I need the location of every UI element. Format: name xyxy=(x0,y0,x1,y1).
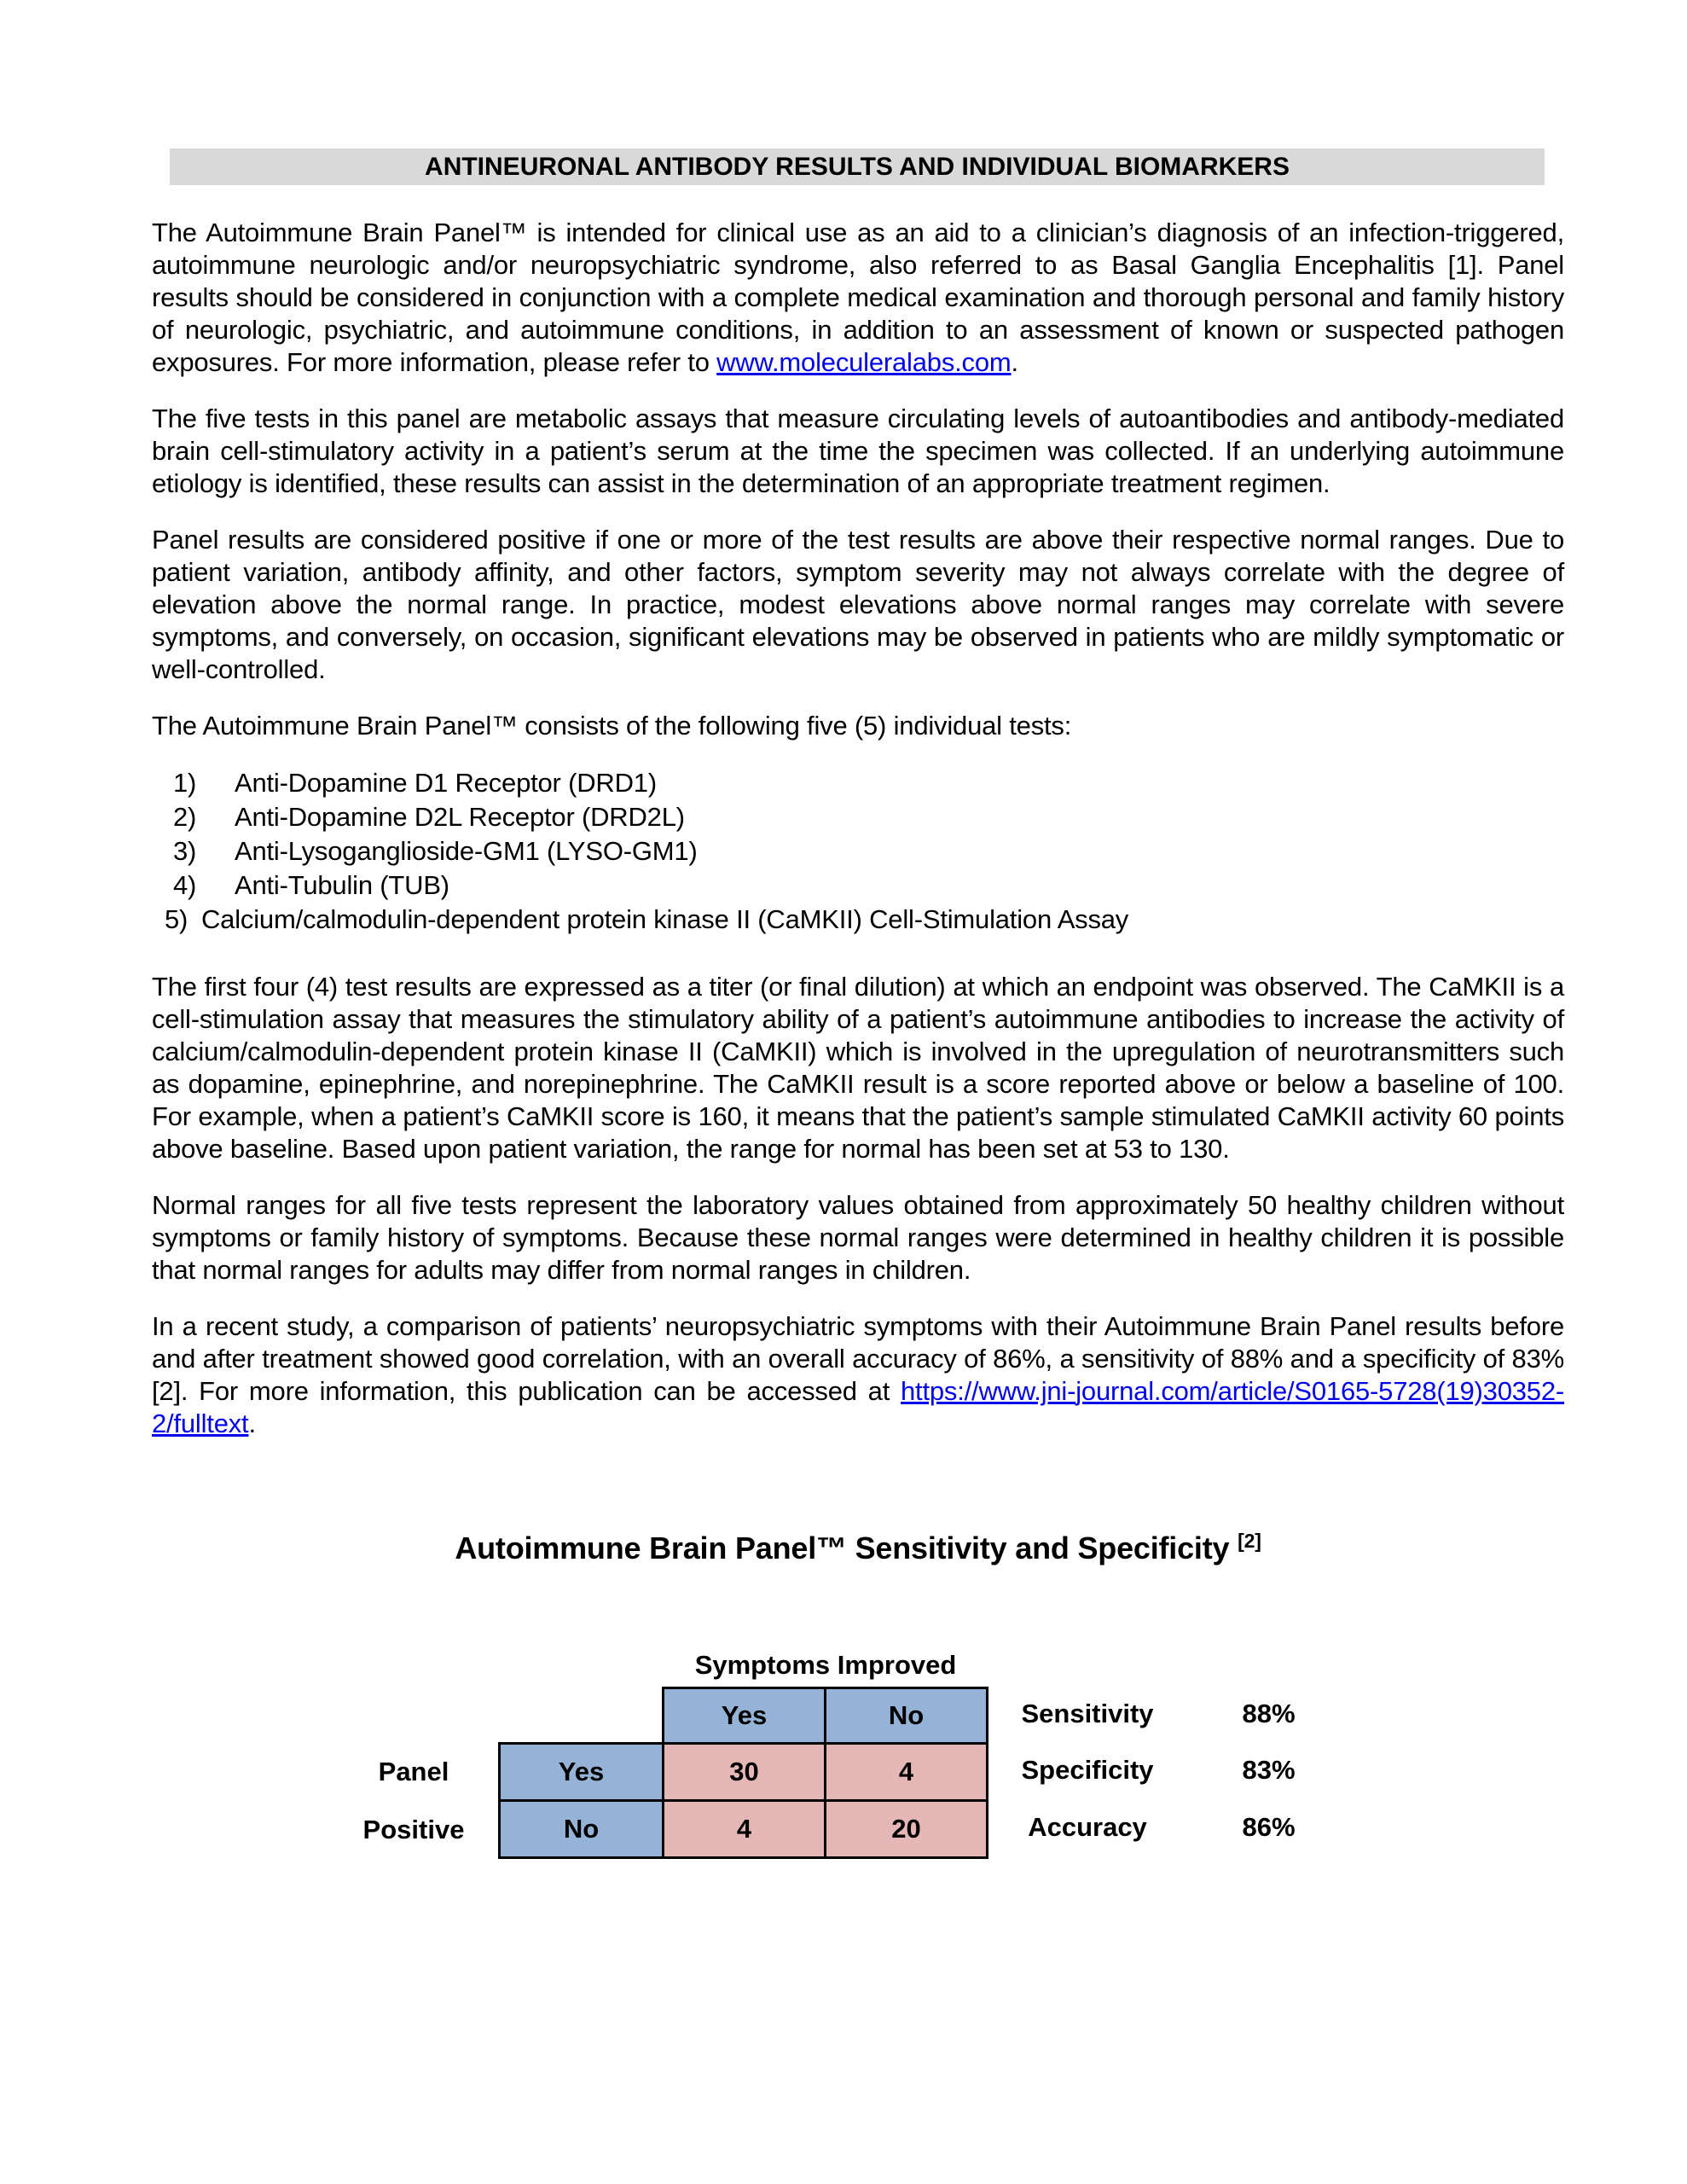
accuracy-label: Accuracy xyxy=(1028,1812,1147,1842)
matrix-row-header-no: No xyxy=(500,1801,664,1858)
list-item xyxy=(152,766,1564,800)
document-title: ANTINEURONAL ANTIBODY RESULTS AND INDIVIDUAL BIOMARKERS xyxy=(425,152,1290,181)
matrix-cell-true-positive: 30 xyxy=(664,1744,826,1801)
list-item-text: Anti-Lysoganglioside-GM1 (LYSO-GM1) xyxy=(235,836,698,866)
sensitivity-label: Sensitivity xyxy=(1021,1699,1154,1728)
paragraph-intro-period: . xyxy=(1011,347,1018,377)
matrix-cell-false-negative: 4 xyxy=(664,1801,826,1858)
list-item-number: 5) xyxy=(165,904,188,934)
matrix-cell-true-negative: 20 xyxy=(826,1801,988,1858)
list-item-text: Anti-Dopamine D1 Receptor (DRD1) xyxy=(235,768,657,798)
paragraph-recent-study-text: In a recent study, a comparison of patients’ neuropsychiatric symptoms with their Autoimmune Brain Panel results before and after treatment showed good correlation, with an overall accuracy of 86%, a sensitivity of 88% and a specificity of 83% [2]. For more information, this publication can be accessed at xyxy=(152,1311,1564,1406)
paragraph-recent-study xyxy=(152,1310,1564,1440)
matrix-cell-false-positive: 4 xyxy=(826,1744,988,1801)
sensitivity-value: 88% xyxy=(1242,1699,1296,1728)
paragraph-recent-study-period: . xyxy=(248,1409,256,1438)
list-item-text: Anti-Dopamine D2L Receptor (DRD2L) xyxy=(235,802,685,832)
paragraph-normal-ranges: Normal ranges for all five tests represent the laboratory values obtained from approximately 50 healthy children without symptoms or family history of symptoms. Because these normal ranges were determined in healthy children it is possible that normal ranges for adults may differ from normal ranges in children. xyxy=(152,1190,1564,1285)
paragraph-panel-consists: The Autoimmune Brain Panel™ consists of the following five (5) individual tests: xyxy=(152,711,1072,741)
list-item xyxy=(152,834,1564,868)
confusion-matrix-table xyxy=(498,1687,988,1859)
list-item-number: 2) xyxy=(173,802,197,832)
list-item-number: 1) xyxy=(173,768,197,798)
moleculera-labs-link[interactable]: www.moleculeralabs.com xyxy=(716,347,1012,377)
heading-citation-superscript: [2] xyxy=(1238,1530,1261,1552)
jni-journal-link-part1: https://www.jni- xyxy=(901,1376,1076,1406)
paragraph-intro-text: The Autoimmune Brain Panel™ is intended for clinical use as an aid to a clinician’s diagnosis of an infection-triggered, autoimmune neurologic and/or neuropsychiatric syndrome, also referred to as Basal Ganglia Encephalitis [1]. Panel results should be considered in conjunction with a complete medical examination and thorough personal and family history of neurologic, psychiatric, and autoimmune conditions, in addition to an assessment of known or suspected pathogen exposures. For more information, please refer to xyxy=(152,218,1564,377)
specificity-label: Specificity xyxy=(1021,1755,1154,1785)
matrix-col-header-no: No xyxy=(826,1688,988,1744)
paragraph-intro xyxy=(152,217,1564,379)
paragraph-positive-results: Panel results are considered positive if one or more of the test results are above their respective normal ranges. Due to patient variation, antibody affinity, and other factors, symptom severity may not always correlate with the degree of elevation above the normal range. In practice, modest elevations above normal ranges may correlate with severe symptoms, and conversely, on occasion, significant elevations may be observed in patients who are mildly symptomatic or well-controlled. xyxy=(152,525,1564,684)
paragraph-titer-camkii: The first four (4) test results are expressed as a titer (or final dilution) at which an endpoint was observed. The CaMKII is a cell-stimulation assay that measures the stimulatory ability of a patient’s autoimmune antibodies to increase the activity of calcium/calmodulin-dependent protein kinase II (CaMKII) which is involved in the upregulation of neurotransmitters such as dopamine, epinephrine, and norepinephrine. The CaMKII result is a score reported above or below a baseline of 100. For example, when a patient’s CaMKII score is 160, it means that the patient’s sample stimulated CaMKII activity 60 points above baseline. Based upon patient variation, the range for normal has been set at 53 to 130. xyxy=(152,972,1564,1164)
accuracy-value: 86% xyxy=(1242,1812,1296,1842)
positive-label: Positive xyxy=(362,1815,465,1844)
matrix-col-header-yes: Yes xyxy=(664,1688,826,1744)
specificity-value: 83% xyxy=(1242,1755,1296,1785)
list-item xyxy=(152,800,1564,834)
list-item-number: 4) xyxy=(173,870,197,900)
document-title-bar xyxy=(170,148,1545,185)
body-text-column xyxy=(152,217,1564,1568)
list-item xyxy=(152,868,1564,903)
list-item xyxy=(152,903,1564,937)
list-item-text: Calcium/calmodulin-dependent protein kinase II (CaMKII) Cell-Stimulation Assay xyxy=(201,904,1129,934)
heading-text: Autoimmune Brain Panel™ Sensitivity and Specificity xyxy=(455,1531,1238,1565)
list-item-text: Anti-Tubulin (TUB) xyxy=(235,870,449,900)
list-item-number: 3) xyxy=(173,836,197,866)
panel-label: Panel xyxy=(378,1757,449,1786)
jni-journal-link-part2: journal.com/article/S0165-5728(19)30352-2/fulltext xyxy=(152,1376,1564,1438)
matrix-row-header-yes: Yes xyxy=(500,1744,664,1801)
sensitivity-specificity-heading xyxy=(152,1521,1564,1568)
paragraph-five-tests: The five tests in this panel are metabolic assays that measure circulating levels of autoantibodies and antibody-mediated brain cell-stimulatory activity in a patient’s serum at the time the specimen was collected. If an underlying autoimmune etiology is identified, these results can assist in the determination of an appropriate treatment regimen. xyxy=(152,404,1564,498)
test-list xyxy=(152,766,1564,937)
matrix-blank-cell xyxy=(500,1688,664,1744)
symptoms-improved-label: Symptoms Improved xyxy=(694,1650,957,1680)
